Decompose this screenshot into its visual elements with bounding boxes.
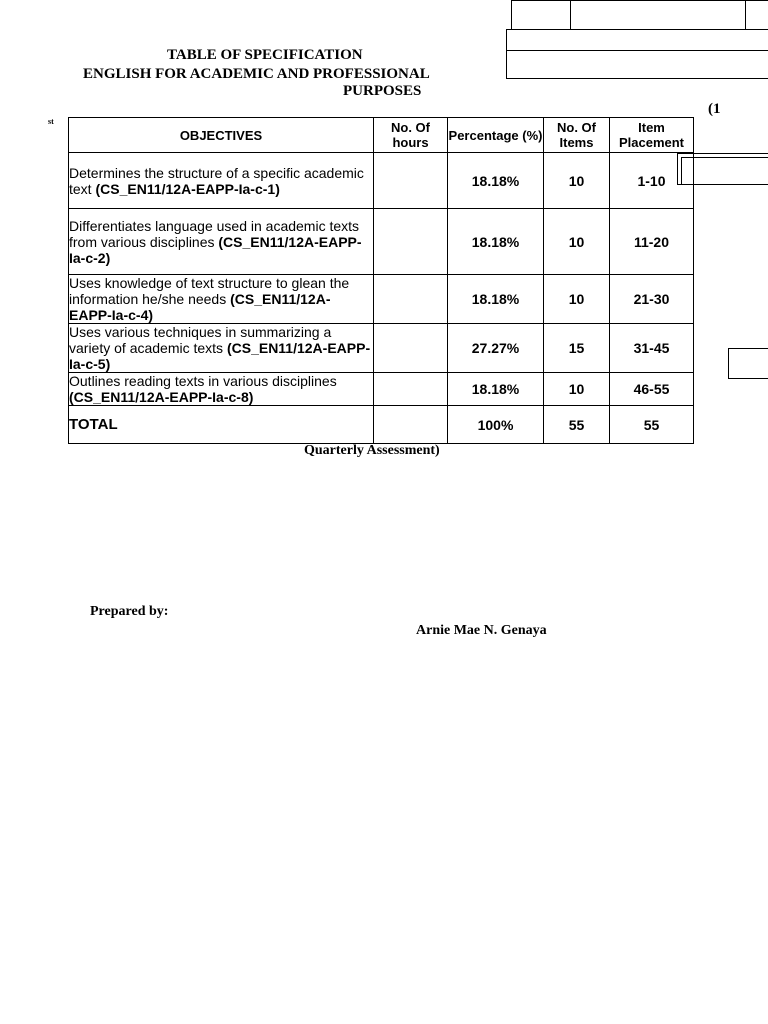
hours-cell xyxy=(374,209,448,275)
objective-text: Uses knowledge of text structure to glean the information he/she needs xyxy=(69,275,350,307)
hours-cell xyxy=(374,373,448,406)
competency-code: (CS_EN11/12A-EAPP-Ia-c-4) xyxy=(69,291,331,323)
objective-cell xyxy=(69,275,374,324)
form-box-small xyxy=(728,348,768,379)
total-hours xyxy=(374,406,448,444)
objective-cell xyxy=(69,373,374,406)
items-cell: 10 xyxy=(544,209,610,275)
objective-cell xyxy=(69,324,374,373)
title-line-3: PURPOSES xyxy=(343,83,422,99)
competency-code: (CS_EN11/12A-EAPP-Ia-c-2) xyxy=(69,233,362,266)
form-box-lower xyxy=(506,50,768,79)
form-box-middle xyxy=(506,29,768,51)
header-objectives: OBJECTIVES xyxy=(69,118,374,153)
header-hours: No. Of hours xyxy=(374,118,448,153)
table-row xyxy=(69,373,694,406)
percentage-cell: 27.27% xyxy=(448,324,544,373)
competency-code: (CS_EN11/12A-EAPP-Ia-c-8) xyxy=(69,389,254,405)
objective-text: Outlines reading texts in various disciplines xyxy=(69,373,337,389)
competency-code: (CS_EN11/12A-EAPP-Ia-c-5) xyxy=(69,340,371,372)
header-placement: Item Placement xyxy=(610,118,694,153)
items-cell: 10 xyxy=(544,373,610,406)
table-row xyxy=(69,275,694,324)
placement-cell: 31-45 xyxy=(610,324,694,373)
placement-cell: 46-55 xyxy=(610,373,694,406)
header-items: No. Of Items xyxy=(544,118,610,153)
preparer-name: Arnie Mae N. Genaya xyxy=(416,623,547,638)
placement-cell: 21-30 xyxy=(610,275,694,324)
hours-cell xyxy=(374,324,448,373)
percentage-cell: 18.18% xyxy=(448,275,544,324)
paren-fragment: (1 xyxy=(708,101,721,117)
table-row xyxy=(69,209,694,275)
table-row xyxy=(69,324,694,373)
title-line-2: ENGLISH FOR ACADEMIC AND PROFESSIONAL xyxy=(83,66,430,82)
table-header-row xyxy=(69,118,694,153)
total-items: 55 xyxy=(544,406,610,444)
percentage-cell: 18.18% xyxy=(448,209,544,275)
percentage-cell: 18.18% xyxy=(448,373,544,406)
objective-text: Uses various techniques in summarizing a variety of academic texts xyxy=(69,324,332,356)
form-box-side-inner xyxy=(681,157,768,185)
placement-cell: 11-20 xyxy=(610,209,694,275)
hours-cell xyxy=(374,153,448,209)
specification-table xyxy=(68,117,694,444)
total-row xyxy=(69,406,694,444)
header-percentage: Percentage (%) xyxy=(448,118,544,153)
objective-text: Determines the structure of a specific academic text xyxy=(69,164,364,197)
form-box-top-divider-1 xyxy=(570,0,571,30)
percentage-cell: 18.18% xyxy=(448,153,544,209)
total-percentage: 100% xyxy=(448,406,544,444)
items-cell: 15 xyxy=(544,324,610,373)
hours-cell xyxy=(374,275,448,324)
total-placement: 55 xyxy=(610,406,694,444)
form-box-top xyxy=(511,0,768,30)
form-box-top-divider-2 xyxy=(745,0,746,30)
superscript-fragment: st xyxy=(48,117,54,126)
table-row xyxy=(69,153,694,209)
objective-cell xyxy=(69,209,374,275)
title-line-1: TABLE OF SPECIFICATION xyxy=(167,47,363,63)
objective-cell xyxy=(69,153,374,209)
placement-cell: 1-10 xyxy=(610,153,694,209)
total-label: TOTAL xyxy=(69,406,374,444)
prepared-by-label: Prepared by: xyxy=(90,604,169,619)
assessment-subtitle: Quarterly Assessment) xyxy=(304,443,440,458)
objective-text: Differentiates language used in academic texts from various disciplines xyxy=(69,217,360,250)
items-cell: 10 xyxy=(544,275,610,324)
competency-code: (CS_EN11/12A-EAPP-Ia-c-1) xyxy=(95,180,280,197)
items-cell: 10 xyxy=(544,153,610,209)
